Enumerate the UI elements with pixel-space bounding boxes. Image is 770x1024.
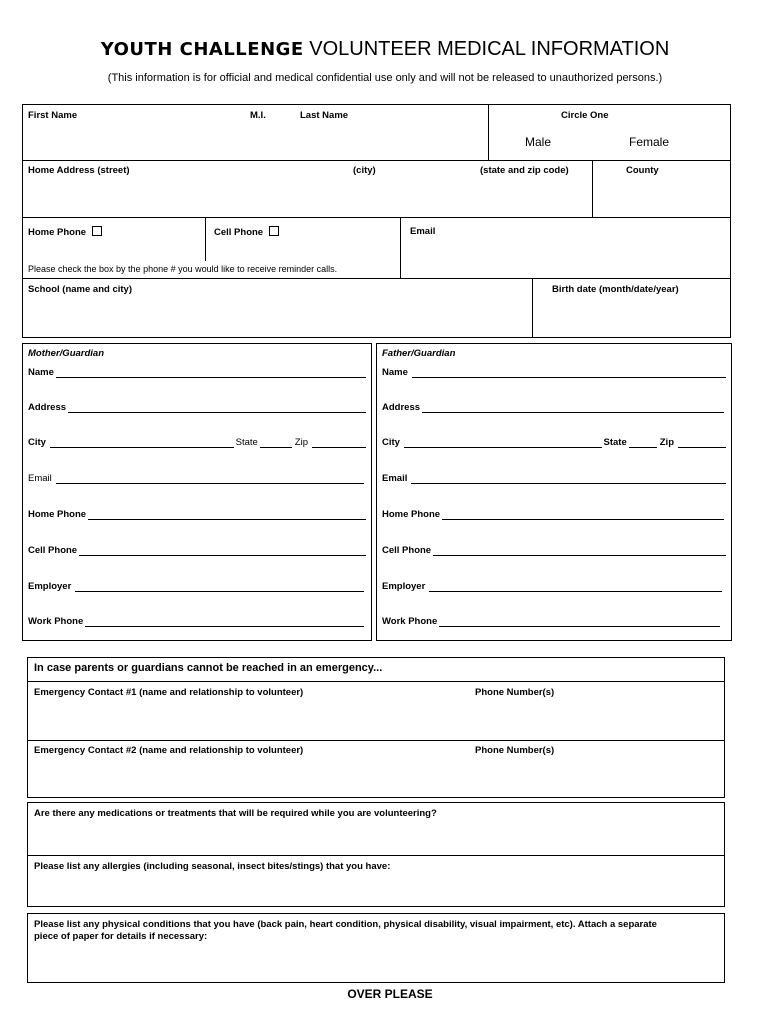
mother-cell-phone-line[interactable] xyxy=(79,546,366,556)
confidentiality-note: (This information is for official and medical confidential use only and will not be released to unauthorized persons.) xyxy=(107,72,663,84)
emergency-contact-2-label: Emergency Contact #2 (name and relationship to volunteer) xyxy=(34,745,304,756)
father-home-phone-line[interactable] xyxy=(442,510,724,520)
city-label: (city) xyxy=(353,165,376,176)
cell-phone-field xyxy=(214,226,279,238)
email-label: Email xyxy=(410,226,436,237)
mother-address-label: Address xyxy=(28,402,67,413)
father-cell-phone-field[interactable] xyxy=(382,545,726,556)
circle-one-label: Circle One xyxy=(561,110,609,121)
cell-phone-checkbox[interactable] xyxy=(269,226,279,236)
emergency-phone-2-label: Phone Number(s) xyxy=(475,745,555,756)
mother-heading: Mother/Guardian xyxy=(28,348,105,359)
reminder-note: Please check the box by the phone # you would like to receive reminder calls. xyxy=(28,264,338,274)
middle-initial-label: M.I. xyxy=(250,110,266,121)
mother-name-line[interactable] xyxy=(56,368,366,378)
father-email-label: Email xyxy=(382,473,408,484)
mother-home-phone-label: Home Phone xyxy=(28,509,87,520)
medications-question: Are there any medications or treatments that will be required while you are volunteering? xyxy=(34,808,437,819)
father-zip-line[interactable] xyxy=(678,438,726,448)
father-state-label: State xyxy=(603,437,627,448)
father-name-label: Name xyxy=(382,367,408,378)
mother-city-field[interactable] xyxy=(28,437,366,448)
father-cell-phone-line[interactable] xyxy=(433,546,726,556)
page-title xyxy=(0,38,770,61)
father-home-phone-field[interactable] xyxy=(382,509,724,520)
mother-work-phone-line[interactable] xyxy=(85,617,364,627)
mother-cell-phone-label: Cell Phone xyxy=(28,545,78,556)
form-title: VOLUNTEER MEDICAL INFORMATION xyxy=(309,38,670,60)
mother-work-phone-field[interactable] xyxy=(28,616,364,627)
father-work-phone-line[interactable] xyxy=(439,617,720,627)
mother-state-label: State xyxy=(235,437,258,448)
father-heading: Father/Guardian xyxy=(382,348,456,359)
father-city-line[interactable] xyxy=(404,438,602,448)
volunteer-info-section xyxy=(22,104,731,338)
emergency-contact-1-label: Emergency Contact #1 (name and relationship to volunteer) xyxy=(34,687,304,698)
home-address-label: Home Address (street) xyxy=(28,165,130,176)
father-state-line[interactable] xyxy=(629,438,657,448)
mother-guardian-section xyxy=(22,343,372,641)
birth-date-label: Birth date (month/date/year) xyxy=(552,284,679,295)
home-phone-checkbox[interactable] xyxy=(92,226,102,236)
emergency-heading: In case parents or guardians cannot be reached in an emergency... xyxy=(34,662,383,674)
mother-home-phone-field[interactable] xyxy=(28,509,366,520)
home-phone-label: Home Phone xyxy=(28,227,87,238)
father-employer-line[interactable] xyxy=(429,582,722,592)
school-label: School (name and city) xyxy=(28,284,132,295)
home-phone-field xyxy=(28,226,102,238)
mother-email-label: Email xyxy=(28,473,52,484)
mother-employer-label: Employer xyxy=(28,581,72,592)
emergency-section xyxy=(27,657,725,798)
father-zip-label: Zip xyxy=(659,437,674,448)
mother-employer-field[interactable] xyxy=(28,581,364,592)
last-name-label: Last Name xyxy=(300,110,349,121)
mother-state-line[interactable] xyxy=(260,438,292,448)
mother-city-line[interactable] xyxy=(50,438,234,448)
conditions-question-line-1: Please list any physical conditions that you have (back pain, heart condition, physical disability, visual impairment, etc). Attach a separate xyxy=(34,919,657,930)
mother-address-line[interactable] xyxy=(68,403,366,413)
father-email-field[interactable] xyxy=(382,473,726,484)
father-work-phone-label: Work Phone xyxy=(382,616,438,627)
father-address-field[interactable] xyxy=(382,402,724,413)
father-work-phone-field[interactable] xyxy=(382,616,720,627)
mother-name-label: Name xyxy=(28,367,54,378)
mother-zip-label: Zip xyxy=(294,437,308,448)
father-name-field[interactable] xyxy=(382,367,726,378)
county-label: County xyxy=(626,165,659,176)
father-email-line[interactable] xyxy=(411,474,726,484)
over-please-footer: OVER PLEASE xyxy=(347,987,433,1001)
mother-work-phone-label: Work Phone xyxy=(28,616,84,627)
father-address-line[interactable] xyxy=(422,403,724,413)
first-name-label: First Name xyxy=(28,110,78,121)
brand-name: YOUTH CHALLENGE xyxy=(100,39,304,60)
mother-employer-line[interactable] xyxy=(75,582,364,592)
conditions-question-line-2: piece of paper for details if necessary: xyxy=(34,931,208,942)
mother-email-field[interactable] xyxy=(28,473,364,484)
father-home-phone-label: Home Phone xyxy=(382,509,441,520)
mother-home-phone-line[interactable] xyxy=(88,510,366,520)
mother-cell-phone-field[interactable] xyxy=(28,545,366,556)
mother-address-field[interactable] xyxy=(28,402,366,413)
mother-email-line[interactable] xyxy=(56,474,364,484)
mother-name-field[interactable] xyxy=(28,367,366,378)
gender-option-female[interactable]: Female xyxy=(629,135,670,149)
father-cell-phone-label: Cell Phone xyxy=(382,545,432,556)
mother-zip-line[interactable] xyxy=(312,438,366,448)
emergency-phone-1-label: Phone Number(s) xyxy=(475,687,555,698)
gender-option-male[interactable]: Male xyxy=(525,135,552,149)
father-employer-label: Employer xyxy=(382,581,426,592)
father-employer-field[interactable] xyxy=(382,581,722,592)
mother-city-label: City xyxy=(28,437,46,448)
allergies-question: Please list any allergies (including seasonal, insect bites/stings) that you have: xyxy=(34,861,391,872)
father-city-field[interactable] xyxy=(382,437,726,448)
state-zip-label: (state and zip code) xyxy=(480,165,569,176)
cell-phone-label: Cell Phone xyxy=(214,227,264,238)
father-city-label: City xyxy=(382,437,400,448)
father-address-label: Address xyxy=(382,402,421,413)
father-guardian-section xyxy=(376,343,732,641)
father-name-line[interactable] xyxy=(412,368,726,378)
